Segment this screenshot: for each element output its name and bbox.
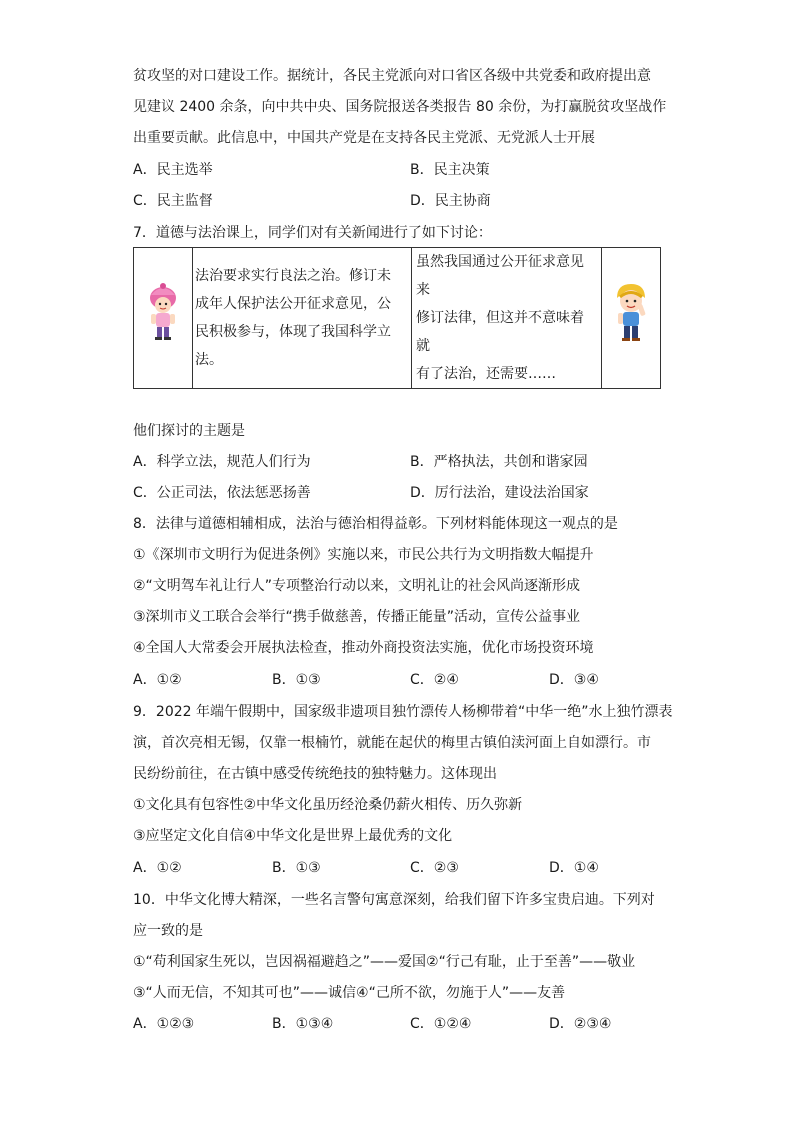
q10-line-1: 10．中华文化博大精深，一些名言警句寓意深刻，给我们留下许多宝贵启迪。下列对 [133, 892, 655, 908]
q9-option-d: D．①④ [549, 860, 599, 876]
left-speech-line: 民积极参与，体现了我国科学立 [195, 324, 391, 340]
boy-student-icon [611, 282, 651, 344]
q8-item-1: ①《深圳市文明行为促进条例》实施以来，市民公共行为文明指数大幅提升 [133, 547, 594, 563]
q7-stem: 7．道德与法治课上，同学们对有关新闻进行了如下讨论： [133, 225, 492, 241]
q9-item-2: ③应坚定文化自信④中华文化是世界上最优秀的文化 [133, 828, 453, 844]
q6-option-a: A．民主选举 [133, 162, 213, 178]
q7-option-c: C．公正司法，依法惩恶扬善 [133, 485, 311, 501]
right-speech-cell [412, 248, 602, 389]
q7-question: 他们探讨的主题是 [133, 423, 245, 439]
q9-option-b: B．①③ [272, 860, 321, 876]
right-speech-line: 虽然我国通过公开征求意见来 [416, 254, 584, 298]
q9-line-1: 9．2022 年端午假期中，国家级非遗项目独竹漂传人杨柳带着“中华一绝”水上独竹漂表 [133, 704, 673, 720]
q6-line-1: 贫攻坚的对口建设工作。据统计，各民主党派向对口省区各级中共党委和政府提出意 [133, 68, 651, 84]
q8-option-a: A．①② [133, 672, 182, 688]
q8-item-3: ③深圳市义工联合会举行“携手做慈善，传播正能量”活动，宣传公益事业 [133, 609, 581, 625]
q9-option-a: A．①② [133, 860, 182, 876]
q9-option-c: C．②③ [410, 860, 459, 876]
right-speech-line: 有了法治，还需要…… [416, 366, 556, 382]
q10-item-1: ①“苟利国家生死以，岂因祸福避趋之”——爱国②“行己有耻，止于至善”——敬业 [133, 954, 636, 970]
q7-option-b: B．严格执法，共创和谐家园 [410, 454, 588, 470]
q8-option-b: B．①③ [272, 672, 321, 688]
q10-option-b: B．①③④ [272, 1016, 334, 1032]
q10-item-2: ③“人而无信，不知其可也”——诚信④“己所不欲，勿施于人”——友善 [133, 985, 566, 1001]
q9-item-1: ①文化具有包容性②中华文化虽历经沧桑仍薪火相传、历久弥新 [133, 797, 523, 813]
girl-student-icon [143, 283, 183, 343]
left-speech-line: 法。 [195, 352, 223, 368]
q8-item-4: ④全国人大常委会开展执法检查，推动外商投资法实施，优化市场投资环境 [133, 640, 594, 656]
q6-line-3: 出重要贡献。此信息中，中国共产党是在支持各民主党派、无党派人士开展 [133, 130, 595, 146]
girl-figure-cell [134, 248, 193, 389]
q6-option-d: D．民主协商 [410, 193, 491, 209]
q8-option-d: D．③④ [549, 672, 599, 688]
q8-option-c: C．②④ [410, 672, 459, 688]
q8-stem: 8．法律与道德相辅相成，法治与德治相得益彰。下列材料能体现这一观点的是 [133, 516, 618, 532]
q9-line-3: 民纷纷前往，在古镇中感受传统绝技的独特魅力。这体现出 [133, 766, 497, 782]
right-speech-line: 修订法律，但这并不意味着就 [416, 310, 584, 354]
q7-option-d: D．厉行法治，建设法治国家 [410, 485, 589, 501]
q6-option-b: B．民主决策 [410, 162, 490, 178]
q10-line-2: 应一致的是 [133, 923, 203, 939]
q9-line-2: 演，首次亮相无锡，仅靠一根楠竹，就能在起伏的梅里古镇伯渎河面上自如漂行。市 [133, 735, 651, 751]
boy-figure-cell [602, 248, 661, 389]
q8-item-2: ②“文明驾车礼让行人”专项整治行动以来，文明礼让的社会风尚逐渐形成 [133, 578, 581, 594]
q10-option-d: D．②③④ [549, 1016, 612, 1032]
left-speech-cell [193, 248, 412, 389]
left-speech-line: 法治要求实行良法之治。修订未 [195, 268, 391, 284]
left-speech-line: 成年人保护法公开征求意见，公 [195, 296, 391, 312]
discussion-table [133, 247, 661, 389]
q6-line-2: 见建议 2400 余条，向中共中央、国务院报送各类报告 80 余份，为打赢脱贫攻坚战作 [133, 99, 667, 115]
q7-option-a: A．科学立法，规范人们行为 [133, 454, 311, 470]
q6-option-c: C．民主监督 [133, 193, 213, 209]
q10-option-a: A．①②③ [133, 1016, 195, 1032]
q10-option-c: C．①②④ [410, 1016, 472, 1032]
